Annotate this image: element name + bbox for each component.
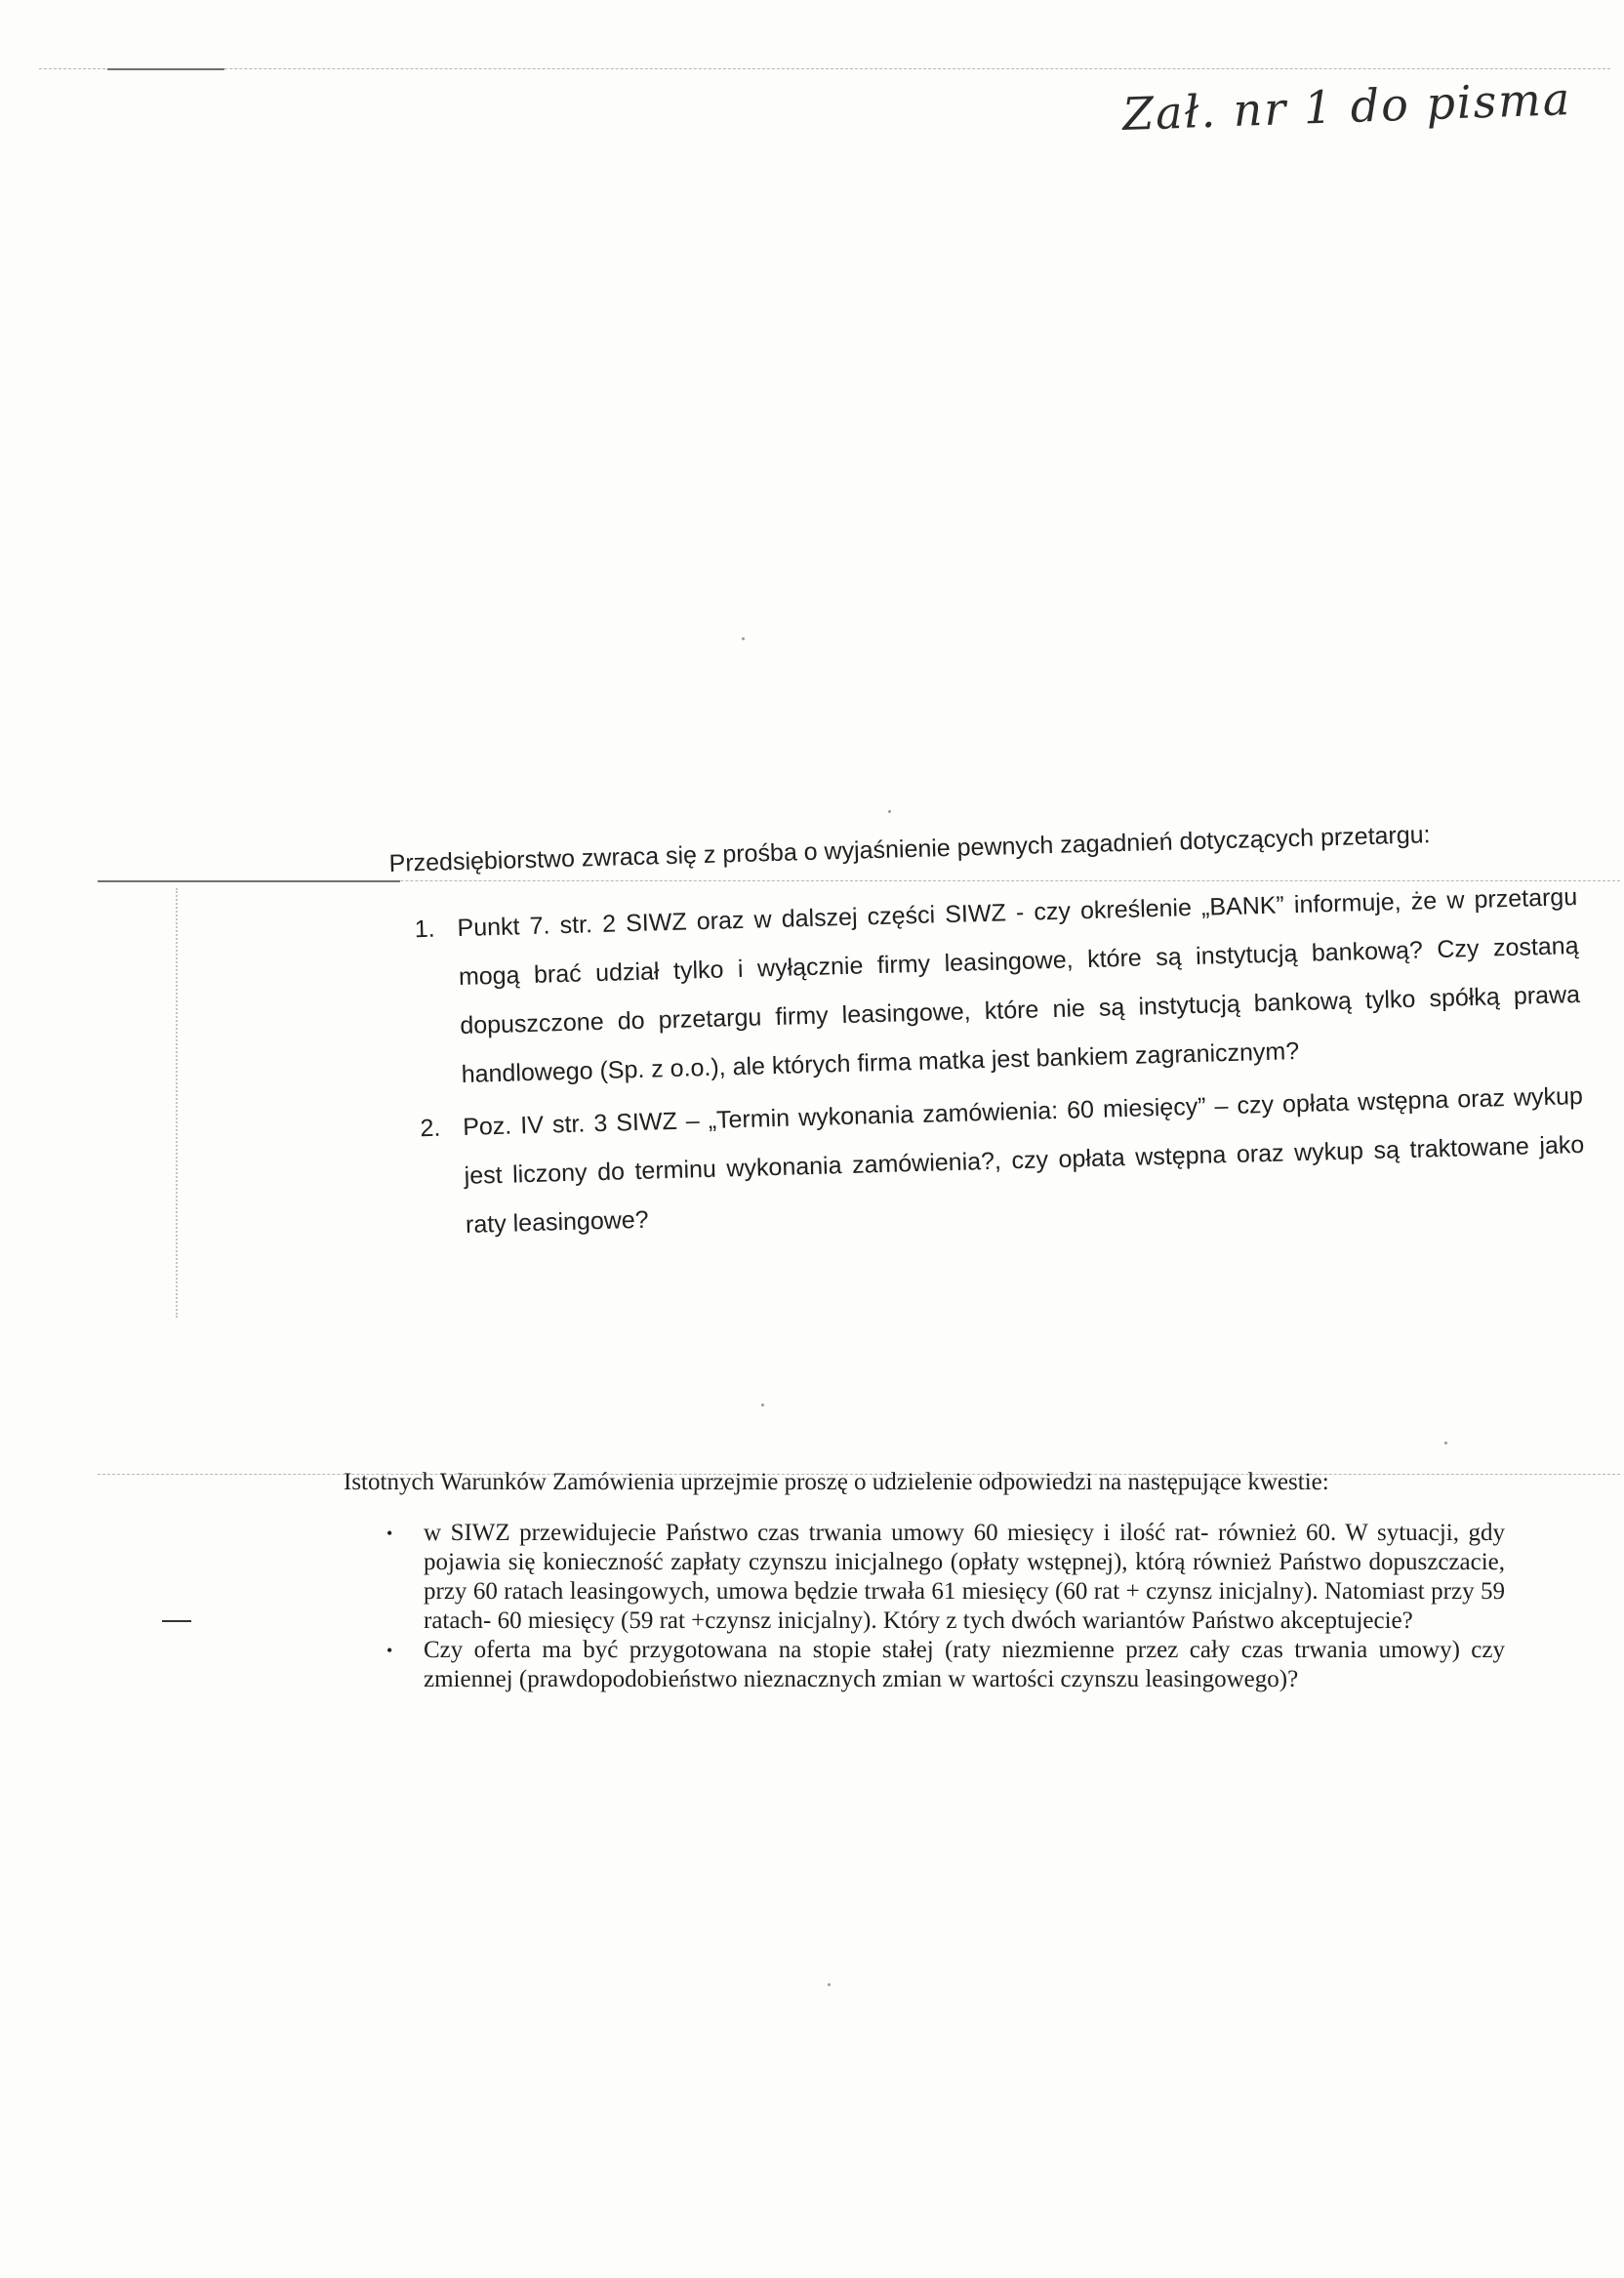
excerpt-two-item-2-text: Czy oferta ma być przygotowana na stopie stałej (raty niezmienne przez cały czas trwania umowy) czy zmiennej (prawdopodobieństwo nieznacznych zmian w wartości czynszu leasingowego)? xyxy=(424,1637,1505,1692)
bullet-icon: • xyxy=(386,1524,393,1543)
scan-speck xyxy=(828,1983,831,1986)
excerpt-two-item-2 xyxy=(344,1636,1505,1694)
scan-speck xyxy=(742,637,745,640)
excerpt-one-list xyxy=(390,873,1586,1251)
handwritten-annotation: Zał. nr 1 do pisma xyxy=(1121,71,1573,142)
left-margin-dash xyxy=(162,1620,191,1622)
scan-artifact-middle-line-dark xyxy=(98,880,400,882)
scan-artifact-top-line-dark xyxy=(107,68,224,70)
excerpt-one-intro: Przedsiębiorstwo zwraca się z prośba o wyjaśnienie pewnych zagadnień dotyczących przetargu: xyxy=(388,821,1431,877)
scan-speck xyxy=(1444,1442,1447,1444)
scan-artifact-left-edge xyxy=(176,888,182,1318)
excerpt-siwz-questions xyxy=(344,1468,1505,1694)
excerpt-one-item-1: 1. Punkt 7. str. 2 SIWZ oraz w dalszej części SIWZ - czy określenie „BANK” informuje, że w przetargu mogą brać udział tylko i wyłącznie firmy leasingowe, które są instytucją bankową? Czy zostaną dopuszczone do przetargu firmy leasingowe, które nie są instytucją bankową tylko spółką prawa handlowego (Sp. z o.o.), ale których firma matka jest bankiem zagranicznym? xyxy=(441,873,1582,1099)
scan-speck xyxy=(761,1403,764,1406)
excerpt-two-item-1-text: w SIWZ przewidujecie Państwo czas trwania umowy 60 miesięcy i ilość rat- również 60. W sytuacji, gdy pojawia się konieczność zapłaty czynszu inicjalnego (opłaty wstępnej), którą również Państwo dopuszczacie, przy 60 ratach leasingowych, umowa będzie trwała 61 miesięcy (60 rat + czynsz inicjalny). Natomiast przy 59 ratach- 60 miesięcy (59 rat +czynsz inicjalny). Który z tych dwóch wariantów Państwo akceptujecie? xyxy=(424,1520,1505,1634)
excerpt-two-intro: Istotnych Warunków Zamówienia uprzejmie proszę o udzielenie odpowiedzi na następujące kwestie: xyxy=(344,1469,1329,1495)
excerpt-two-list xyxy=(344,1519,1505,1694)
excerpt-one-item-2: 2. Poz. IV str. 3 SIWZ – „Termin wykonania zamówienia: 60 miesięcy” – czy opłata wstępna oraz wykup jest liczony do terminu wykonania zamówienia?, czy opłata wstępna oraz wykup są traktowane jako raty leasingowe? xyxy=(447,1072,1587,1249)
scan-artifact-top-line xyxy=(39,68,1610,69)
scan-speck xyxy=(888,810,891,813)
excerpt-leasing-questions xyxy=(388,806,1586,1255)
bullet-icon: • xyxy=(386,1641,393,1660)
excerpt-two-item-1 xyxy=(344,1519,1505,1636)
